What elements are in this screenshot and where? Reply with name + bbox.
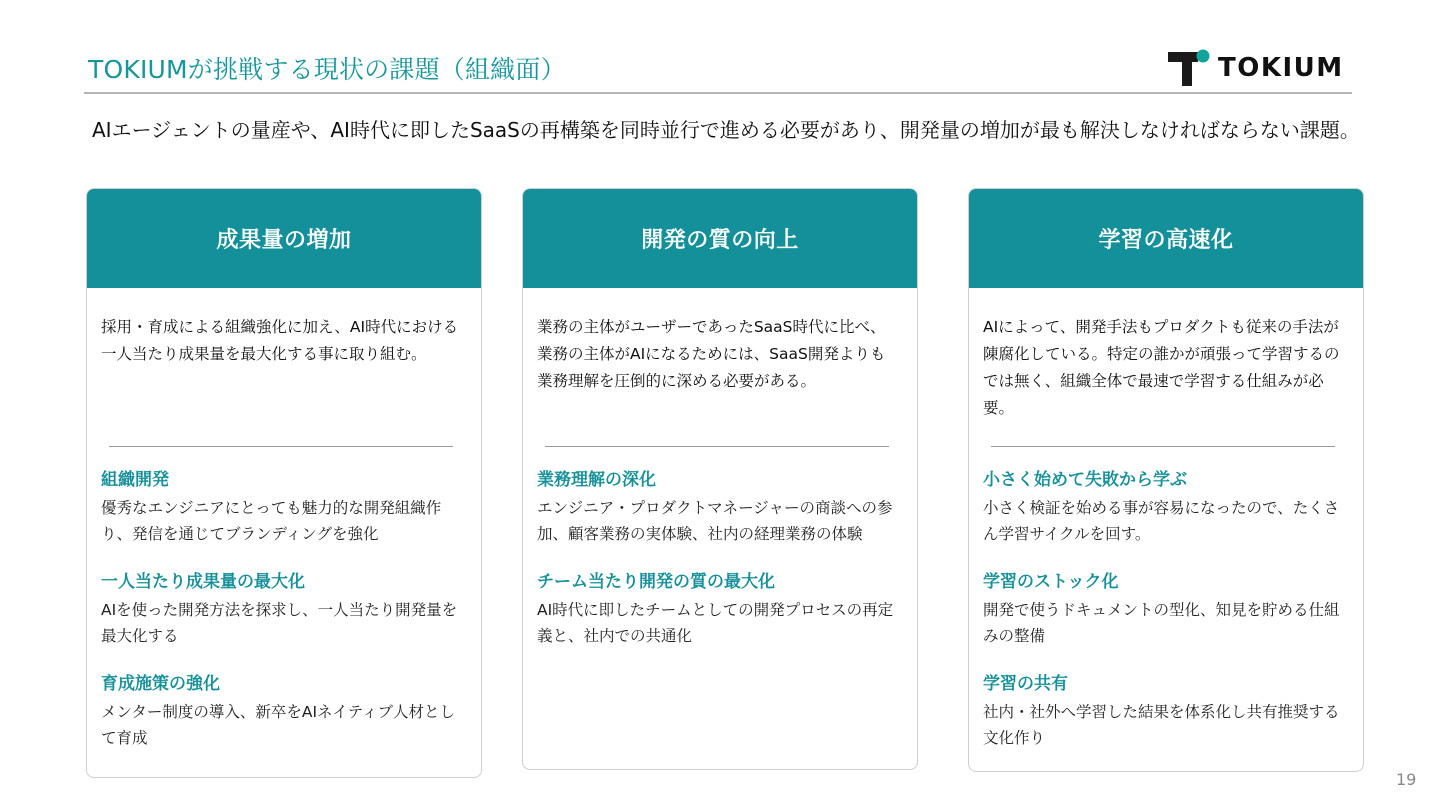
tokium-logo <box>1168 48 1344 88</box>
card-quality-improvement <box>522 188 918 770</box>
card-description: 業務の主体がユーザーであったSaaS時代に比べ、業務の主体がAIになるためには、SaaS開発よりも業務理解を圧倒的に深める必要がある。 <box>537 318 886 390</box>
feature-text: AIを使った開発方法を探求し、一人当たり開発量を最大化する <box>101 601 458 645</box>
card-divider <box>545 446 889 447</box>
tokium-logo-mark-icon <box>1168 48 1212 88</box>
feature-item <box>983 569 1343 649</box>
feature-text: 小さく検証を始める事が容易になったので、たくさん学習サイクルを回す。 <box>983 499 1340 543</box>
card-header: 成果量の増加 <box>87 189 481 288</box>
page-number: 19 <box>1396 770 1417 789</box>
feature-item <box>537 467 897 547</box>
feature-text: 優秀なエンジニアにとっても魅力的な開発組織作り、発信を通じてブランディングを強化 <box>101 499 442 543</box>
feature-item <box>101 671 461 751</box>
title-divider <box>84 92 1352 94</box>
feature-title: チーム当たり開発の質の最大化 <box>537 572 775 592</box>
feature-title: 学習の共有 <box>983 674 1068 694</box>
feature-item <box>983 671 1343 751</box>
feature-text: エンジニア・プロダクトマネージャーの商談への参加、顧客業務の実体験、社内の経理業務の体験 <box>537 499 893 543</box>
feature-text: 開発で使うドキュメントの型化、知見を貯める仕組みの整備 <box>983 601 1340 645</box>
feature-title: 学習のストック化 <box>983 572 1119 592</box>
card-header: 開発の質の向上 <box>523 189 917 288</box>
feature-title: 組織開発 <box>101 470 169 490</box>
card-output-increase <box>86 188 482 778</box>
feature-title: 育成施策の強化 <box>101 674 220 694</box>
logo-wordmark: TOKIUM <box>1218 53 1344 83</box>
feature-title: 業務理解の深化 <box>537 470 656 490</box>
card-divider <box>991 446 1335 447</box>
card-divider <box>109 446 453 447</box>
feature-title: 小さく始めて失敗から学ぶ <box>983 470 1187 490</box>
card-header: 学習の高速化 <box>969 189 1363 288</box>
feature-item <box>101 467 461 547</box>
feature-item <box>537 569 897 649</box>
card-description: AIによって、開発手法もプロダクトも従来の手法が陳腐化している。特定の誰かが頑張って学習するのでは無く、組織全体で最速で学習する仕組みが必要。 <box>983 318 1340 417</box>
feature-item <box>983 467 1343 547</box>
card-learning-acceleration <box>968 188 1364 772</box>
feature-text: AI時代に即したチームとしての開発プロセスの再定義と、社内での共通化 <box>537 601 894 645</box>
card-description: 採用・育成による組織強化に加え、AI時代における一人当たり成果量を最大化する事に取り組む。 <box>101 318 459 363</box>
feature-title: 一人当たり成果量の最大化 <box>101 572 305 592</box>
feature-text: メンター制度の導入、新卒をAIネイティブ人材として育成 <box>101 703 456 747</box>
lead-statement: AIエージェントの量産や、AI時代に即したSaaSの再構築を同時並行で進める必要があり、開発量の増加が最も解決しなければならない課題。 <box>92 118 1360 142</box>
feature-item <box>101 569 461 649</box>
slide-title: TOKIUMが挑戦する現状の課題（組織面） <box>88 55 566 84</box>
feature-text: 社内・社外へ学習した結果を体系化し共有推奨する文化作り <box>983 703 1340 747</box>
